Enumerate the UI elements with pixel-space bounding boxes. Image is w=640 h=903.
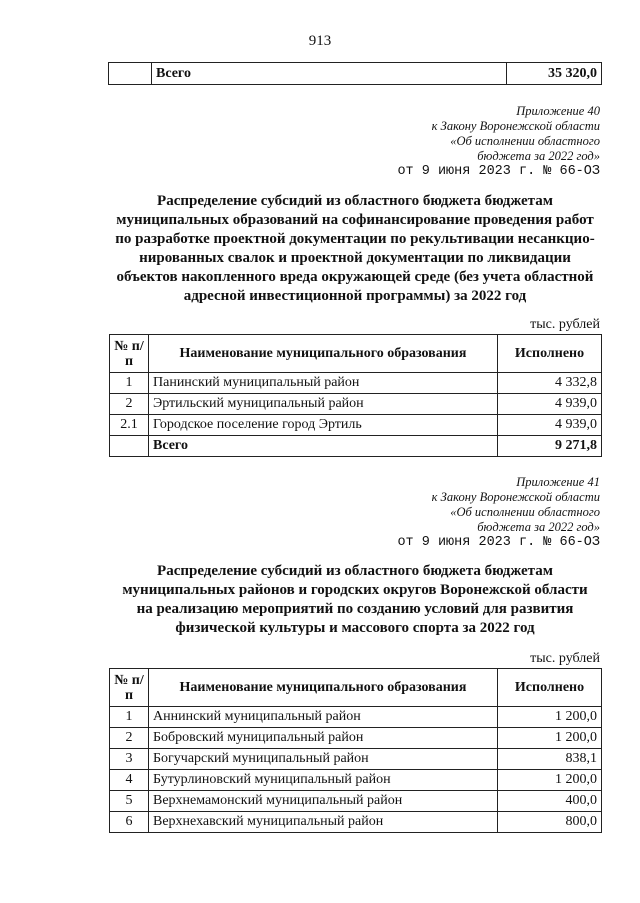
- row-name: Бутурлиновский муниципальный район: [149, 770, 498, 791]
- title-line: муниципальных образований на софинансирование проведения работ: [116, 212, 594, 228]
- row-num: 2.1: [110, 415, 149, 436]
- row-value: 800,0: [498, 812, 602, 833]
- title-line: адресной инвестиционной программы) за 2022 год: [183, 288, 527, 304]
- table-row: [110, 415, 602, 436]
- row-name: Аннинский муниципальный район: [149, 707, 498, 728]
- appendix-date: от 9 июня 2023 г. № 66-ОЗ: [397, 535, 600, 550]
- title-line: Распределение субсидий из областного бюджета бюджетам: [157, 563, 553, 579]
- table-row: [109, 63, 602, 85]
- unit-label: тыс. рублей: [530, 651, 600, 666]
- row-name: Бобровский муниципальный район: [149, 728, 498, 749]
- title-line: Распределение субсидий из областного бюджета бюджетам: [157, 193, 553, 209]
- title-line: объектов накопленного вреда окружающей среде (без учета областной: [116, 269, 594, 285]
- total-value: 35 320,0: [507, 63, 602, 85]
- row-value: 1 200,0: [498, 728, 602, 749]
- row-name: Панинский муниципальный район: [149, 373, 498, 394]
- row-value: 1 200,0: [498, 770, 602, 791]
- table-header-row: [110, 335, 602, 373]
- table-row: [110, 812, 602, 833]
- appendix-40-table: [109, 334, 602, 457]
- appendix-law: к Закону Воронежской области: [431, 119, 600, 133]
- header-num: № п/п: [110, 335, 149, 373]
- row-num: 3: [110, 749, 149, 770]
- appendix-label: Приложение 40: [516, 104, 600, 118]
- table-header-row: [110, 669, 602, 707]
- header-name: Наименование муниципального образования: [149, 669, 498, 707]
- row-name: Богучарский муниципальный район: [149, 749, 498, 770]
- table-row: [110, 770, 602, 791]
- appendix-law-title: «Об исполнении областного: [450, 505, 600, 519]
- table-row: [110, 728, 602, 749]
- appendix-law-title: «Об исполнении областного: [450, 134, 600, 148]
- empty-cell: [109, 63, 152, 85]
- row-num: 1: [110, 707, 149, 728]
- page-number: 913: [308, 33, 332, 49]
- row-value: 4 939,0: [498, 394, 602, 415]
- appendix-law: к Закону Воронежской области: [431, 490, 600, 504]
- row-num: 6: [110, 812, 149, 833]
- row-name: Верхнемамонский муниципальный район: [149, 791, 498, 812]
- appendix-law-title: бюджета за 2022 год»: [477, 149, 600, 163]
- title-line: по разработке проектной документации по рекультивации несанкцио-: [115, 231, 595, 247]
- row-name: Верхнехавский муниципальный район: [149, 812, 498, 833]
- header-value: Исполнено: [498, 335, 602, 373]
- appendix-date: от 9 июня 2023 г. № 66-ОЗ: [397, 164, 600, 179]
- row-num: 4: [110, 770, 149, 791]
- appendix-41-title: [100, 562, 610, 638]
- appendix-40-header: [397, 104, 600, 179]
- total-label: Всего: [149, 436, 498, 457]
- table-row: [110, 394, 602, 415]
- row-name: Городское поселение город Эртиль: [149, 415, 498, 436]
- title-line: на реализацию мероприятий по созданию условий для развития: [136, 601, 574, 617]
- table-row: [110, 707, 602, 728]
- row-num: 1: [110, 373, 149, 394]
- row-value: 4 939,0: [498, 415, 602, 436]
- row-value: 1 200,0: [498, 707, 602, 728]
- appendix-41-header: [397, 475, 600, 550]
- row-value: 838,1: [498, 749, 602, 770]
- appendix-law-title: бюджета за 2022 год»: [477, 520, 600, 534]
- empty-cell: [110, 436, 149, 457]
- row-num: 2: [110, 394, 149, 415]
- table-row: [110, 373, 602, 394]
- carryover-total-table: [108, 62, 602, 85]
- row-num: 2: [110, 728, 149, 749]
- header-name: Наименование муниципального образования: [149, 335, 498, 373]
- header-num: № п/п: [110, 669, 149, 707]
- row-value: 4 332,8: [498, 373, 602, 394]
- row-num: 5: [110, 791, 149, 812]
- title-line: муниципальных районов и городских округов Воронежской области: [122, 582, 588, 598]
- table-row: [110, 791, 602, 812]
- appendix-40-title: [100, 192, 610, 306]
- title-line: физической культуры и массового спорта за 2022 год: [175, 620, 535, 636]
- table-row: [110, 749, 602, 770]
- unit-label: тыс. рублей: [530, 317, 600, 332]
- total-value: 9 271,8: [498, 436, 602, 457]
- table-total-row: [110, 436, 602, 457]
- appendix-41-table: [109, 668, 602, 833]
- title-line: нированных свалок и проектной документации по ликвидации: [139, 250, 571, 266]
- total-label: Всего: [152, 63, 507, 85]
- row-value: 400,0: [498, 791, 602, 812]
- appendix-label: Приложение 41: [516, 475, 600, 489]
- header-value: Исполнено: [498, 669, 602, 707]
- row-name: Эртильский муниципальный район: [149, 394, 498, 415]
